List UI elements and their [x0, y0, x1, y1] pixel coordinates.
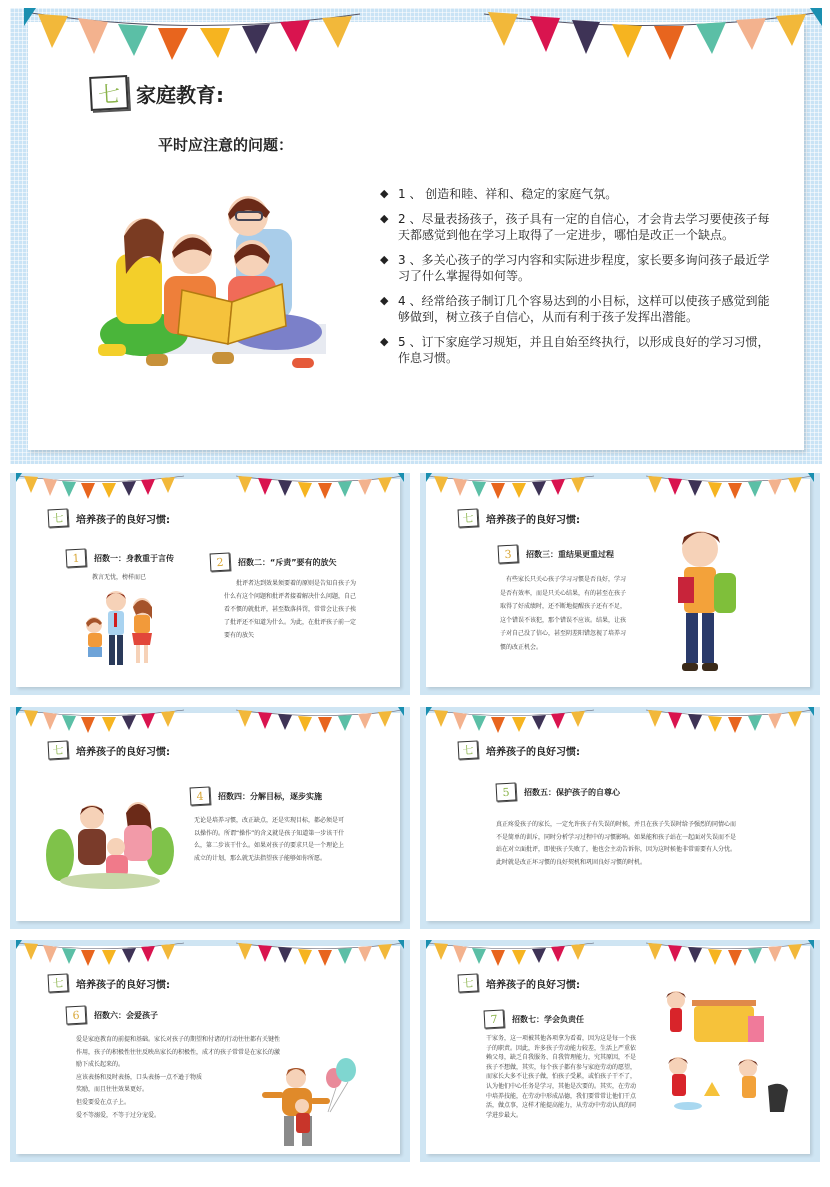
family-illustration: [78, 585, 170, 671]
section-title: 培养孩子的良好习惯:: [486, 746, 580, 758]
tip-heading: [496, 783, 620, 801]
section-number-badge: 七: [458, 508, 479, 527]
father-child-balloons-illustration: [258, 1058, 358, 1148]
slide-habits-6: [420, 940, 820, 1162]
tip-line: 爱不等溺爱，不等于过分宠爱。: [76, 1111, 161, 1119]
tip-item: ◆ 5 、订下家庭学习规矩，并且自始至终执行，以形成良好的学习习惯，作息习惯。: [380, 334, 770, 367]
family-reading-illustration: [86, 184, 346, 384]
section-heading: [48, 509, 170, 527]
tip-item: ◆ 1 、 创造和睦、祥和、稳定的家庭气氛。: [380, 186, 770, 203]
bunting-left: [24, 8, 364, 68]
tip-line: 作用，孩子的积极性往往反映出家长的积极性，成才的孩子常常是在家长的激: [76, 1048, 281, 1056]
section-number-badge: 七: [48, 973, 69, 992]
slide-habits-2: [420, 473, 820, 695]
tip-number-badge: 4: [190, 786, 211, 805]
section-title: 培养孩子的良好习惯:: [76, 746, 170, 758]
tips-list: [380, 186, 770, 375]
slide-habits-4: [420, 707, 820, 929]
slide-habits-5: [10, 940, 410, 1162]
slide-family-education: [10, 8, 822, 464]
tip-heading: [498, 545, 614, 563]
tip-line: 励下成长起来的。: [76, 1061, 125, 1069]
tip-label: 招数四：分解目标，逐步实施: [218, 791, 322, 801]
slide-habits-3: [10, 707, 410, 929]
tip-body: 有些家长只关心孩子学习习惯是否良好，学习是否有效率，而是只关心结果，有的甚至在孩子取得了好成绩时，还不断地提醒孩子还有不足，这个错误不该犯，那个错误不应该。结果，让孩子对自己没了信心，甚至阴差阳错忽视了培养习惯的改正机会。: [500, 576, 627, 651]
section-heading: [458, 741, 580, 759]
section-number-badge: 七: [89, 75, 129, 111]
boy-illustration: [670, 525, 742, 675]
tip-heading: [66, 549, 174, 567]
tip-body: 无论是培养习惯，改正缺点，还是实现目标，都必须是可以操作的。所谓“操作”的含义就是孩子知道第一步该干什么，第二步该干什么。如果对孩子的要求只是一个理论上成立的计划，那么就无法指望孩子能够如你所愿。: [194, 817, 345, 862]
tip-line: 应该表扬和及时表扬，口头表扬一点不逊于物质: [76, 1073, 203, 1081]
slide-subtitle: 平时应注意的问题：: [158, 136, 294, 154]
tip-label: 招数三：重结果更重过程: [526, 549, 614, 559]
tip-number-badge: 5: [496, 782, 517, 801]
tip-body: 教言无忧，榜样而已: [92, 574, 147, 581]
section-title: 培养孩子的良好习惯:: [76, 514, 170, 526]
tip-label: 招数七：学会负责任: [512, 1014, 584, 1024]
section-number-badge: 七: [48, 508, 69, 527]
bunting-right: [236, 940, 406, 1000]
section-heading: [458, 509, 580, 527]
bunting-right: [236, 473, 406, 533]
section-number-badge: 七: [48, 740, 69, 759]
girl-chores-illustration: [648, 986, 808, 1136]
tip-heading: [190, 787, 322, 805]
section-title: 家庭教育:: [136, 82, 224, 107]
bunting-right: [646, 473, 816, 533]
tip-item: ◆ 4 、经常给孩子制订几个容易达到的小目标，这样可以使孩子感觉到能够做到，树立孩子自信心，从而有利于孩子发挥出潜能。: [380, 293, 770, 326]
bunting-right: [484, 8, 822, 68]
tip-number-badge: 1: [66, 548, 87, 567]
tip-label: 招数一：身教重于言传: [94, 553, 174, 563]
tip-heading: [210, 553, 337, 571]
tip-number-badge: 2: [210, 552, 231, 571]
tip-label: 招数五：保护孩子的自尊心: [524, 787, 620, 797]
section-title: 培养孩子的良好习惯:: [486, 979, 580, 991]
section-heading: [90, 76, 224, 110]
tip-line: 奖励，而且往往效果更好。: [76, 1086, 149, 1094]
slide-habits-1: [10, 473, 410, 695]
tip-line: 爱是家庭教育的前提和基础。家长对孩子的期望和付诸的行动往往都有关键性: [76, 1036, 281, 1043]
bunting-right: [646, 707, 816, 767]
tip-label: 招数六：会爱孩子: [94, 1010, 158, 1020]
section-number-badge: 七: [458, 973, 479, 992]
tip-heading: [484, 1010, 584, 1028]
section-title: 培养孩子的良好习惯:: [486, 514, 580, 526]
tip-label: 招数二：“斥责”要有的放矢: [238, 557, 337, 567]
tip-line: 但爱要爱在点子上。: [76, 1098, 131, 1106]
section-heading: [48, 974, 170, 992]
tip-item: ◆ 3 、多关心孩子的学习内容和实际进步程度，家长要多询问孩子最近学习了什么掌握得如何等。: [380, 252, 770, 285]
tip-body: 真正疼爱孩子的家长，一定允许孩子有失误的时候，并且在孩子失误时给予强烈的同情心而不是简单的训斥，同时分析学习过程中的习惯影响。如果能和孩子站在一起面对失误而不是站在对立面批评，即使孩子失败了，他也会主动告诉你，因为这时候他非常需要有人分忧。此时就是改正坏习惯的良好契机和巩固良好习惯的时机。: [496, 821, 737, 866]
section-number-badge: 七: [458, 740, 479, 759]
tip-body: 干家务，这一项被其他各项拿为看着，因为这是每一个孩子的职责。因此，许多孩子劳动能力较差，生活上严重依赖父母，缺乏自我服务、自我管理能力，究其原因，不是孩子不想做，其实，每个孩子都有参与家庭劳动的愿望，而家长大多不让孩子做，怕孩子受累，或怕孩子干不了，认为他们中心任务是学习，其他是次要的。其实，在劳动中培养技能，在劳动中形成品德，我们要常常让他们干点活，做点事，这样才能提高能力，从劳动中劳动认真的同学进步最大。: [486, 1035, 637, 1119]
tip-item: ◆ 2 、尽量表扬孩子，孩子具有一定的自信心，才会肯去学习要使孩子每天都感觉到他在学习上取得了一定进步，哪怕是改正一个缺点。: [380, 211, 770, 244]
section-title: 培养孩子的良好习惯:: [76, 979, 170, 991]
parents-child-illustration: [40, 795, 180, 895]
bunting-right: [236, 707, 406, 767]
tip-number-badge: 3: [498, 544, 519, 563]
tip-body: 批评者达到效果须要着的原则是告知自孩子为什么有这个问题和批评者接着解决什么问题，自己看不惯的就批评，甚至数落抖罚，常常会让孩子挨了批评还不知道为什么。为此，在批评孩子前一定要有的放矢: [224, 580, 357, 639]
tip-heading: [66, 1006, 158, 1024]
section-heading: [48, 741, 170, 759]
tip-number-badge: 6: [66, 1005, 87, 1024]
section-heading: [458, 974, 580, 992]
tip-number-badge: 7: [484, 1009, 505, 1028]
